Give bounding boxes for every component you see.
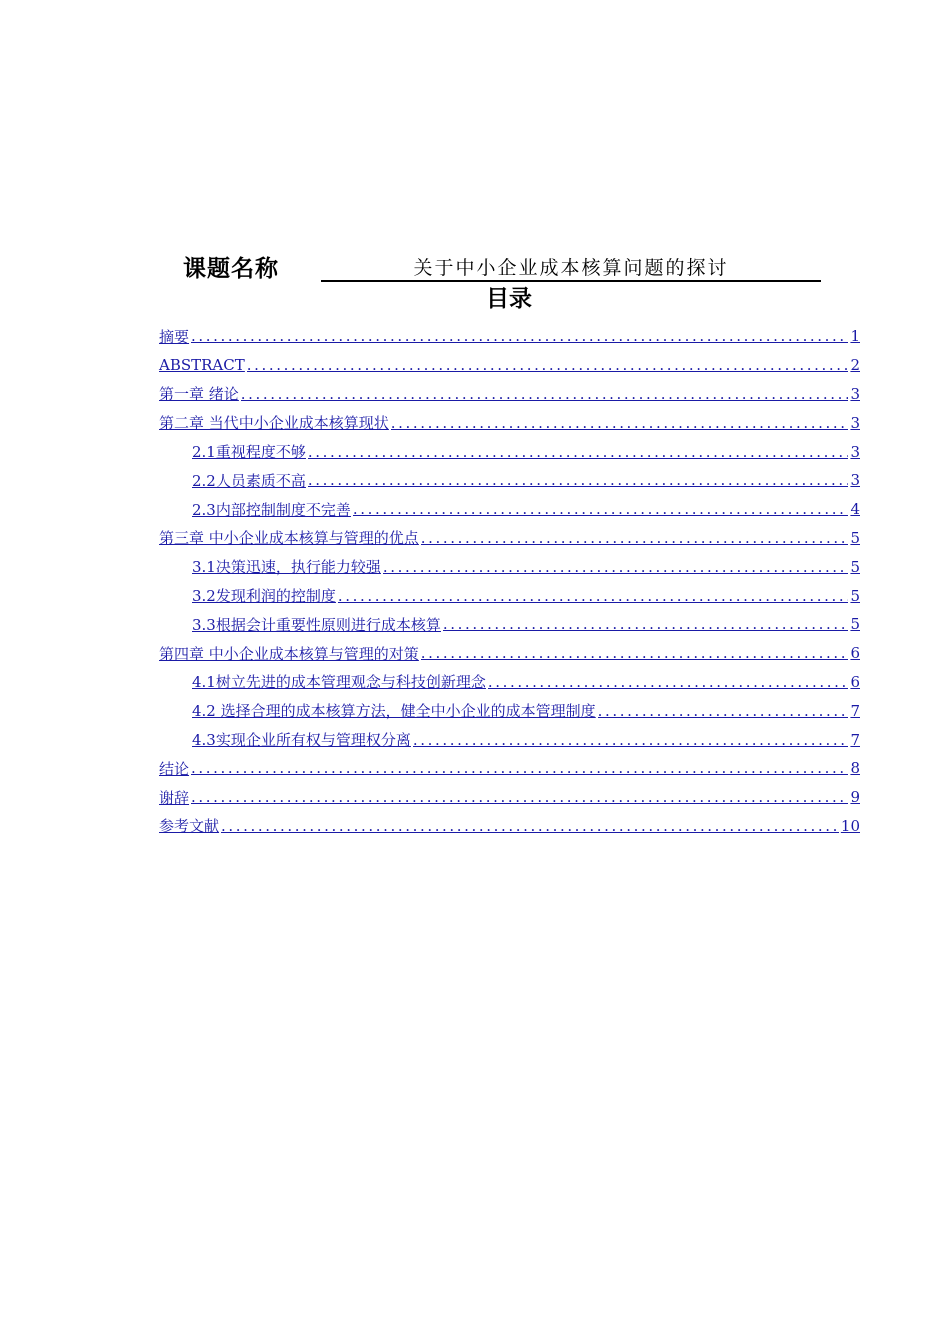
toc-entry[interactable] <box>159 380 860 409</box>
toc-leader-dots <box>191 327 848 345</box>
toc-entry-page-number[interactable]: 5 <box>850 557 860 576</box>
toc-entry-page-number[interactable]: 9 <box>850 788 860 807</box>
toc-entry[interactable] <box>159 351 860 380</box>
topic-underline <box>321 250 821 282</box>
toc-entry[interactable] <box>159 725 860 754</box>
toc-entry[interactable] <box>159 581 860 610</box>
toc-leader-dots <box>421 529 849 547</box>
toc-entry-text[interactable]: ABSTRACT <box>159 356 245 375</box>
toc-entry-page-number[interactable]: 3 <box>850 384 860 403</box>
toc-entry-page-number[interactable]: 6 <box>850 672 860 691</box>
toc-entry-page-number[interactable]: 2 <box>850 356 860 375</box>
toc-entry[interactable] <box>159 812 860 841</box>
toc-entry-text[interactable]: 3.3根据会计重要性原则进行成本核算 <box>192 615 441 634</box>
toc-entry-text[interactable]: 3.2发现利润的控制度 <box>192 587 336 606</box>
toc-entry[interactable] <box>159 552 860 581</box>
toc-entry-text[interactable]: 第一章 绪论 <box>159 385 239 404</box>
toc-entry[interactable] <box>159 495 860 524</box>
topic-row <box>183 250 823 284</box>
toc-entry-text[interactable]: 4.3实现企业所有权与管理权分离 <box>192 731 411 750</box>
toc-leader-dots <box>247 356 849 374</box>
toc-entry-page-number[interactable]: 7 <box>850 730 860 749</box>
toc-entry-page-number[interactable]: 7 <box>850 701 860 720</box>
toc-entry-text[interactable]: 4.1树立先进的成本管理观念与科技创新理念 <box>192 673 486 692</box>
toc-leader-dots <box>421 644 849 662</box>
toc-entry-page-number[interactable]: 6 <box>850 644 860 663</box>
toc-entry-page-number[interactable]: 3 <box>850 413 860 432</box>
toc-entry-text[interactable]: 4.2 选择合理的成本核算方法，健全中小企业的成本管理制度 <box>192 702 596 721</box>
toc-leader-dots <box>191 759 848 777</box>
toc-entry-page-number[interactable]: 4 <box>850 500 860 519</box>
toc-leader-dots <box>308 443 849 461</box>
toc-entry-page-number[interactable]: 8 <box>850 759 860 778</box>
toc-entry-text[interactable]: 2.3内部控制制度不完善 <box>192 500 351 519</box>
toc-title: 目录 <box>486 286 532 312</box>
topic-value: 关于中小企业成本核算问题的探讨 <box>413 257 729 279</box>
toc-entry-text[interactable]: 2.2人员素质不高 <box>192 471 306 490</box>
topic-label: 课题名称 <box>183 256 279 282</box>
toc-entry-page-number[interactable]: 3 <box>850 442 860 461</box>
toc-entry[interactable] <box>159 639 860 668</box>
toc-leader-dots <box>598 702 849 720</box>
toc-entry-page-number[interactable]: 5 <box>850 586 860 605</box>
toc-entry[interactable] <box>159 610 860 639</box>
toc-entry[interactable] <box>159 437 860 466</box>
toc-entry-text[interactable]: 3.1决策迅速，执行能力较强 <box>192 558 381 577</box>
table-of-contents <box>159 322 860 840</box>
toc-leader-dots <box>391 414 849 432</box>
toc-leader-dots <box>338 587 849 605</box>
toc-entry-page-number[interactable]: 3 <box>850 471 860 490</box>
toc-leader-dots <box>413 731 849 749</box>
toc-leader-dots <box>353 500 849 518</box>
toc-entry[interactable] <box>159 754 860 783</box>
toc-entry[interactable] <box>159 466 860 495</box>
toc-entry-text[interactable]: 结论 <box>159 759 190 778</box>
toc-entry[interactable] <box>159 696 860 725</box>
toc-entry-text[interactable]: 参考文献 <box>159 817 220 836</box>
toc-entry-text[interactable]: 第四章 中小企业成本核算与管理的对策 <box>159 644 419 663</box>
toc-entry[interactable] <box>159 783 860 812</box>
toc-entry[interactable] <box>159 524 860 553</box>
toc-leader-dots <box>241 385 849 403</box>
toc-leader-dots <box>221 817 839 835</box>
toc-entry-page-number[interactable]: 1 <box>850 327 860 346</box>
toc-entry[interactable] <box>159 408 860 437</box>
toc-entry-text[interactable]: 第三章 中小企业成本核算与管理的优点 <box>159 529 419 548</box>
toc-entry[interactable] <box>159 668 860 697</box>
toc-entry-page-number[interactable]: 5 <box>850 615 860 634</box>
toc-leader-dots <box>443 615 849 633</box>
toc-entry-text[interactable]: 第二章 当代中小企业成本核算现状 <box>159 414 389 433</box>
toc-leader-dots <box>383 558 849 576</box>
toc-leader-dots <box>488 673 849 691</box>
toc-entry-text[interactable]: 2.1重视程度不够 <box>192 443 306 462</box>
toc-entry-page-number[interactable]: 10 <box>840 816 860 835</box>
toc-leader-dots <box>191 788 848 806</box>
toc-entry-text[interactable]: 摘要 <box>159 327 190 346</box>
toc-entry-page-number[interactable]: 5 <box>850 528 860 547</box>
toc-leader-dots <box>308 471 849 489</box>
toc-entry[interactable] <box>159 322 860 351</box>
toc-entry-text[interactable]: 谢辞 <box>159 788 190 807</box>
